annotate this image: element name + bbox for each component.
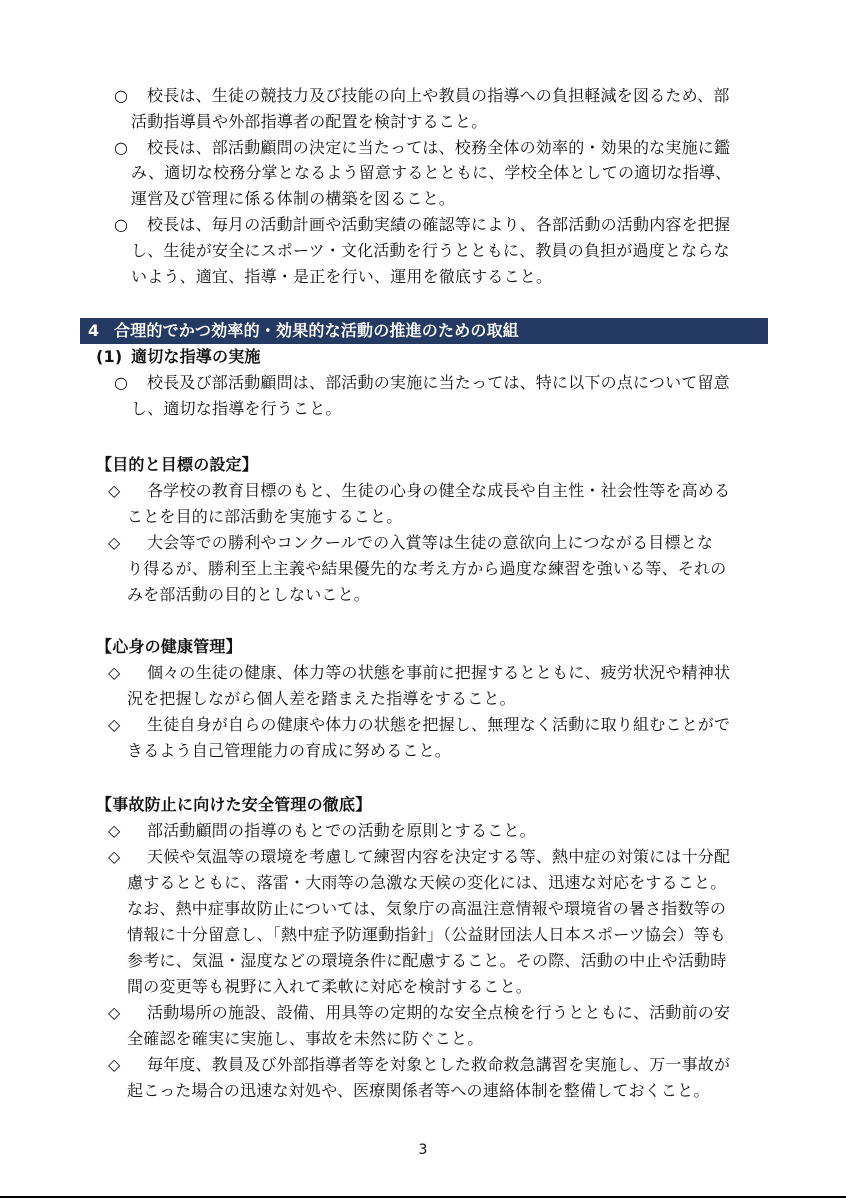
text-line: し、適切な指導を行うこと。 xyxy=(131,399,342,418)
text-line: きるよう自己管理能力の育成に努めること。 xyxy=(127,741,452,760)
diamond-bullet-icon: ◇ xyxy=(108,821,121,840)
page-number: 3 xyxy=(418,1142,428,1158)
text-line: 況を把握しながら個人差を踏まえた指導をすること。 xyxy=(127,689,516,708)
text-line: 活動指導員や外部指導者の配置を検討すること。 xyxy=(131,112,488,131)
text-line: 慮するとともに、落雷・大雨等の急激な天候の変化には、迅速な対応をすること。 xyxy=(127,873,727,892)
text-line: 校長は、生徒の競技力及び技能の向上や教員の指導への負担軽減を図るため、部 xyxy=(147,86,730,105)
circle-bullet-icon: ○ xyxy=(114,215,128,234)
subsection-number: (1) xyxy=(96,347,123,366)
text-line: 校長は、毎月の活動計画や活動実績の確認等により、各部活動の活動内容を把握 xyxy=(147,215,731,234)
diamond-bullet-icon: ◇ xyxy=(108,715,121,734)
circle-bullet-icon: ○ xyxy=(114,138,128,157)
text-line: 運営及び管理に係る体制の構築を図ること。 xyxy=(131,189,456,208)
text-line: 部活動顧問の指導のもとでの活動を原則とすること。 xyxy=(147,821,536,840)
section-title: 合理的でかつ効率的・効果的な活動の推進のための取組 xyxy=(114,321,520,340)
text-line: 校長及び部活動顧問は、部活動の実施に当たっては、特に以下の点について留意 xyxy=(147,373,730,392)
text-line: 間の変更等も視野に入れて柔軟に対応を検討すること。 xyxy=(127,977,533,996)
diamond-bullet-icon: ◇ xyxy=(108,533,121,552)
subsection-title: 適切な指導の実施 xyxy=(131,347,261,366)
text-line: 校長は、部活動顧問の決定に当たっては、校務全体の効率的・効果的な実施に鑑 xyxy=(147,138,731,157)
text-line: し、生徒が安全にスポーツ・文化活動を行うとともに、教員の負担が過度とならな xyxy=(131,241,730,260)
diamond-bullet-icon: ◇ xyxy=(108,1003,121,1022)
text-line: り得るが、勝利至上主義や結果優先的な考え方から過度な練習を強いる等、それの xyxy=(127,559,727,578)
text-line: 毎年度、教員及び外部指導者等を対象とした救命救急講習を実施し、万一事故が xyxy=(147,1055,731,1074)
text-line: 全確認を確実に実施し、事故を未然に防ぐこと。 xyxy=(127,1029,484,1048)
text-line: 各学校の教育目標のもと、生徒の心身の健全な成長や自主性・社会性等を高める xyxy=(147,481,731,500)
text-line: 天候や気温等の環境を考慮して練習内容を決定する等、熱中症の対策には十分配 xyxy=(147,847,731,866)
group-heading: 【目的と目標の設定】 xyxy=(96,455,259,474)
text-line: 大会等での勝利やコンクールでの入賞等は生徒の意欲向上につながる目標とな xyxy=(147,533,714,552)
diamond-bullet-icon: ◇ xyxy=(108,847,121,866)
text-line: みを部活動の目的としないこと。 xyxy=(127,585,371,604)
section-number: 4 xyxy=(88,321,100,340)
text-line: み、適切な校務分掌となるよう留意するとともに、学校全体としての適切な指導、 xyxy=(131,163,732,182)
circle-bullet-icon: ○ xyxy=(114,86,128,105)
group-heading: 【事故防止に向けた安全管理の徹底】 xyxy=(96,795,372,814)
text-line: 参考に、気温・湿度などの環境条件に配慮すること。その際、活動の中止や活動時 xyxy=(127,951,727,970)
text-line: 生徒自身が自らの健康や体力の状態を把握し、無理なく活動に取り組むことがで xyxy=(147,715,731,734)
text-line: 個々の生徒の健康、体力等の状態を事前に把握するとともに、疲労状況や精神状 xyxy=(147,663,731,682)
text-line: ことを目的に部活動を実施すること。 xyxy=(127,507,403,526)
circle-bullet-icon: ○ xyxy=(114,373,128,392)
text-line: 情報に十分留意し、「熱中症予防運動指針」（公益財団法人日本スポーツ協会）等も xyxy=(127,925,726,944)
text-line: 起こった場合の迅速な対処や、医療関係者等への連絡体制を整備しておくこと。 xyxy=(127,1081,710,1100)
text-line: いよう、適宜、指導・是正を行い、運用を徹底すること。 xyxy=(131,267,553,286)
section-heading-bar xyxy=(80,318,768,344)
bottom-divider xyxy=(0,1196,846,1198)
text-line: 活動場所の施設、設備、用具等の定期的な安全点検を行うとともに、活動前の安 xyxy=(147,1003,731,1022)
text-line: なお、熱中症事故防止については、気象庁の高温注意情報や環境省の暑さ指数等の xyxy=(127,899,727,918)
diamond-bullet-icon: ◇ xyxy=(108,663,121,682)
diamond-bullet-icon: ◇ xyxy=(108,481,121,500)
diamond-bullet-icon: ◇ xyxy=(108,1055,121,1074)
group-heading: 【心身の健康管理】 xyxy=(96,637,242,656)
